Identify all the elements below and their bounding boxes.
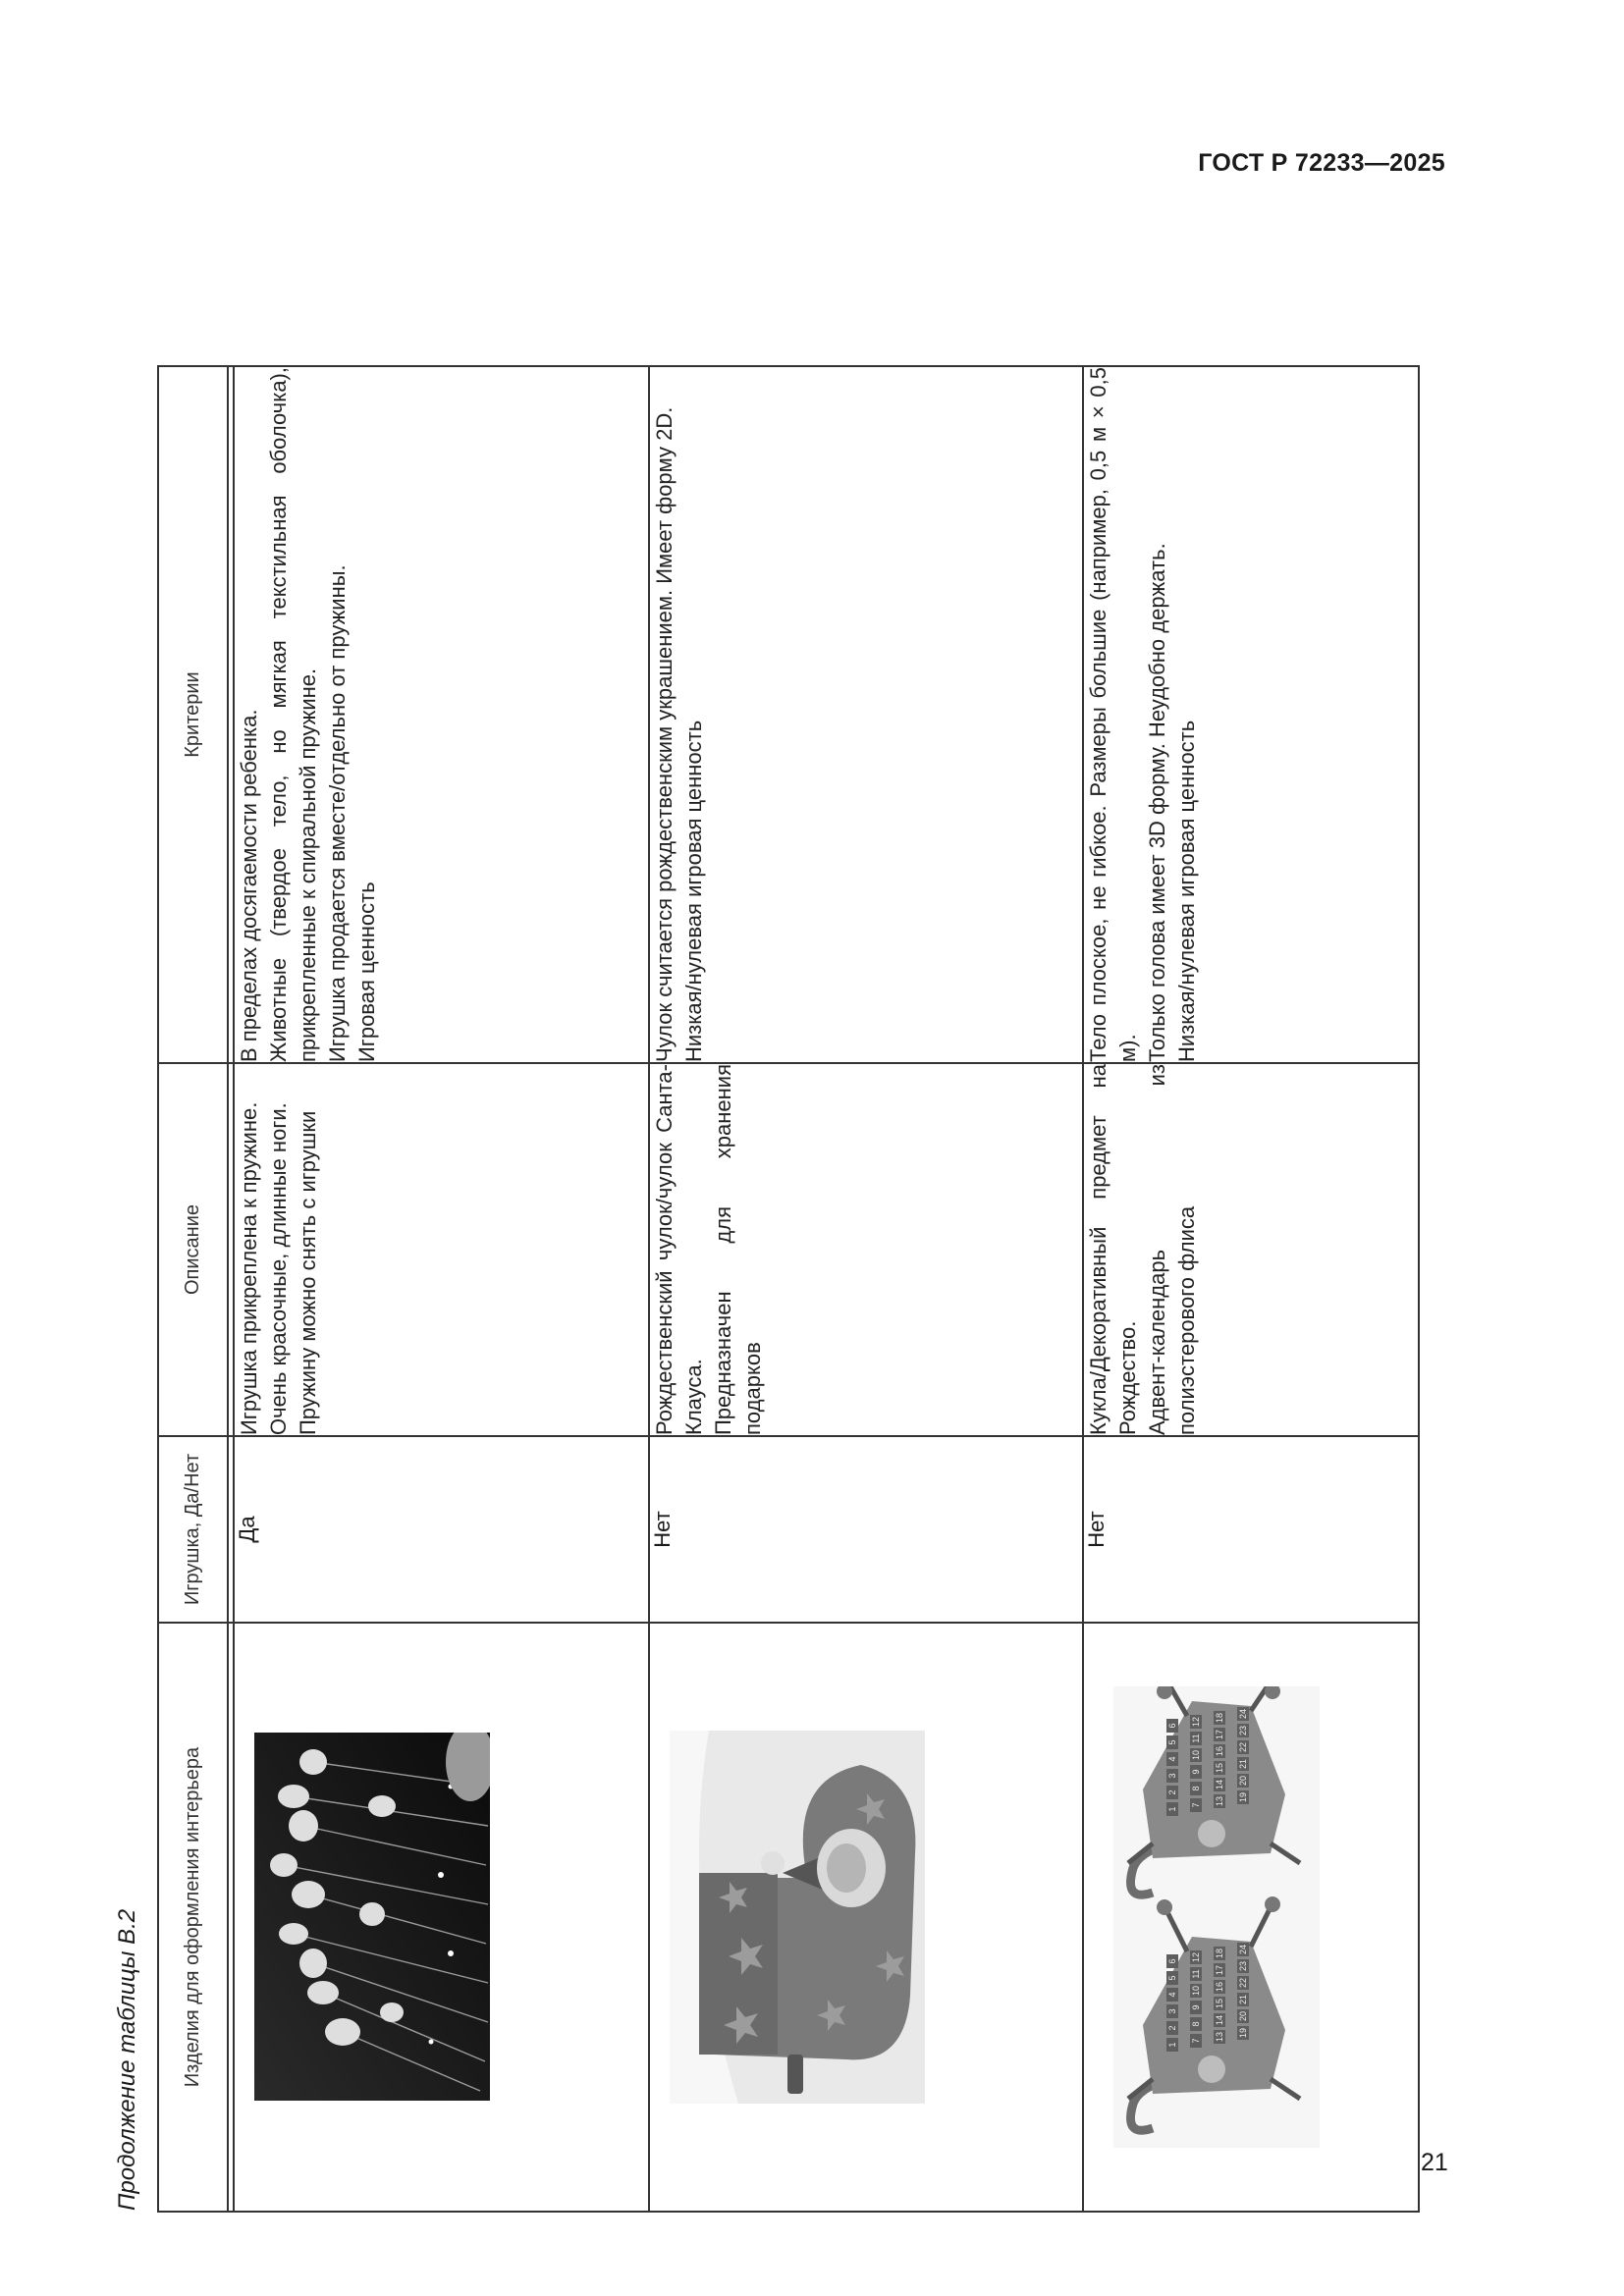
calendar-number: 4 bbox=[1167, 1992, 1178, 1998]
criteria-line: Низкая/нулевая игровая ценность bbox=[1174, 720, 1200, 1062]
col-header-description: Описание bbox=[158, 1063, 228, 1436]
criteria-line: Только голова имеет 3D форму. Неудобно держать. bbox=[1145, 543, 1170, 1062]
calendar-number: 2 bbox=[1167, 2025, 1178, 2031]
document-header: ГОСТ Р 72233—2025 bbox=[1198, 149, 1445, 177]
criteria-line: Тело плоское, не гибкое. Размеры большие (например, 0,5 м × 0,5 м). bbox=[1086, 367, 1141, 1062]
calendar-number: 20 bbox=[1238, 1775, 1249, 1787]
table-continuation-label: Продолжение таблицы В.2 bbox=[114, 1908, 140, 2211]
criteria-line: Животные (твердое тело, но мягкая текстильная оболочка), прикрепленные к спиральной пружине. bbox=[266, 367, 321, 1062]
calendar-number: 13 bbox=[1215, 2031, 1225, 2043]
calendar-number: 12 bbox=[1191, 1951, 1202, 1963]
calendar-number: 16 bbox=[1215, 1981, 1225, 1993]
calendar-number: 20 bbox=[1238, 2010, 1249, 2022]
calendar-number: 8 bbox=[1191, 2021, 1202, 2027]
description-line: Очень красочные, длинные ноги. bbox=[266, 1102, 292, 1435]
criteria-cell bbox=[1083, 366, 1419, 1063]
calendar-number: 5 bbox=[1167, 1975, 1178, 1981]
calendar-number: 1 bbox=[1167, 1806, 1178, 1812]
criteria-line: Игровая ценность bbox=[354, 881, 380, 1062]
calendar-number: 24 bbox=[1238, 1944, 1249, 1955]
calendar-number: 14 bbox=[1215, 2014, 1225, 2026]
calendar-number: 11 bbox=[1191, 1969, 1202, 1979]
calendar-number: 10 bbox=[1191, 1985, 1202, 1997]
image-cell bbox=[649, 1623, 1083, 2212]
criteria-cell bbox=[234, 366, 648, 1063]
calendar-number: 7 bbox=[1191, 2038, 1202, 2044]
table-header-row bbox=[158, 366, 228, 2212]
description-line: Кукла/Декоративный предмет на Рождество. bbox=[1086, 1064, 1141, 1435]
calendar-number: 8 bbox=[1191, 1786, 1202, 1791]
calendar-number: 3 bbox=[1167, 1773, 1178, 1779]
col-header-criteria: Критерии bbox=[158, 366, 228, 1063]
col-header-items: Изделия для оформления интерьера bbox=[158, 1623, 228, 2212]
col-header-is-toy: Игрушка, Да/Нет bbox=[158, 1436, 228, 1623]
calendar-number: 21 bbox=[1238, 1994, 1249, 2005]
description-line: Рождественский чулок/чулок Санта-Клауса. bbox=[651, 1064, 706, 1435]
calendar-number: 13 bbox=[1215, 1795, 1225, 1807]
spring-toys-photo bbox=[254, 1734, 490, 2102]
calendar-number: 21 bbox=[1238, 1758, 1249, 1770]
description-line: Адвент-календарь из полиэстерового флиса bbox=[1145, 1064, 1200, 1435]
table-row bbox=[1083, 366, 1419, 2212]
calendar-number: 2 bbox=[1167, 1789, 1178, 1795]
image-cell bbox=[1083, 1623, 1419, 2212]
table-row bbox=[649, 366, 1083, 2212]
criteria-cell bbox=[649, 366, 1083, 1063]
criteria-line: В пределах досягаемости ребенка. bbox=[237, 709, 262, 1062]
calendar-number: 15 bbox=[1215, 1762, 1225, 1774]
description-line: Пружину можно снять с игрушки bbox=[296, 1110, 321, 1435]
calendar-number: 22 bbox=[1238, 1977, 1249, 1989]
is-toy-cell: Да bbox=[234, 1436, 648, 1623]
criteria-line: Игрушка продается вместе/отдельно от пружины. bbox=[325, 564, 351, 1062]
calendar-number: 9 bbox=[1191, 2004, 1202, 2010]
calendar-number: 19 bbox=[1238, 2027, 1249, 2039]
description-cell bbox=[649, 1063, 1083, 1436]
calendar-number: 17 bbox=[1215, 1964, 1225, 1976]
calendar-number: 9 bbox=[1191, 1769, 1202, 1775]
calendar-number: 4 bbox=[1167, 1756, 1178, 1762]
calendar-number: 12 bbox=[1191, 1716, 1202, 1728]
calendar-number: 1 bbox=[1167, 2042, 1178, 2048]
calendar-number: 15 bbox=[1215, 1998, 1225, 2009]
products-table bbox=[157, 365, 1420, 2213]
calendar-number: 14 bbox=[1215, 1779, 1225, 1790]
calendar-number: 3 bbox=[1167, 2008, 1178, 2014]
description-cell bbox=[234, 1063, 648, 1436]
description-line: Предназначен для хранения подарков bbox=[710, 1064, 765, 1435]
calendar-number: 5 bbox=[1167, 1739, 1178, 1745]
criteria-line: Чулок считается рождественским украшением. Имеет форму 2D. bbox=[651, 406, 677, 1062]
calendar-number: 10 bbox=[1191, 1749, 1202, 1761]
calendar-number: 16 bbox=[1215, 1745, 1225, 1757]
calendar-number: 6 bbox=[1167, 1723, 1178, 1729]
description-cell bbox=[1083, 1063, 1419, 1436]
is-toy-cell: Нет bbox=[649, 1436, 1083, 1623]
advent-calendar-dolls-photo bbox=[1113, 1686, 1320, 2148]
criteria-line: Низкая/нулевая игровая ценность bbox=[680, 720, 706, 1062]
calendar-number: 6 bbox=[1167, 1958, 1178, 1964]
calendar-number: 17 bbox=[1215, 1729, 1225, 1740]
calendar-number: 19 bbox=[1238, 1791, 1249, 1803]
calendar-number: 11 bbox=[1191, 1734, 1202, 1743]
calendar-number: 23 bbox=[1238, 1725, 1249, 1736]
table-row bbox=[234, 366, 648, 2212]
page-number: 21 bbox=[1421, 2149, 1448, 2176]
image-cell bbox=[234, 1623, 648, 2212]
is-toy-cell: Нет bbox=[1083, 1436, 1419, 1623]
calendar-number: 24 bbox=[1238, 1708, 1249, 1720]
calendar-number: 18 bbox=[1215, 1712, 1225, 1724]
christmas-stocking-photo bbox=[670, 1731, 925, 2104]
calendar-number: 7 bbox=[1191, 1802, 1202, 1808]
description-line: Игрушка прикреплена к пружине. bbox=[237, 1101, 262, 1435]
calendar-number: 23 bbox=[1238, 1960, 1249, 1972]
rotated-table-area bbox=[103, 210, 1419, 2213]
calendar-number: 18 bbox=[1215, 1948, 1225, 1959]
calendar-number: 22 bbox=[1238, 1741, 1249, 1753]
